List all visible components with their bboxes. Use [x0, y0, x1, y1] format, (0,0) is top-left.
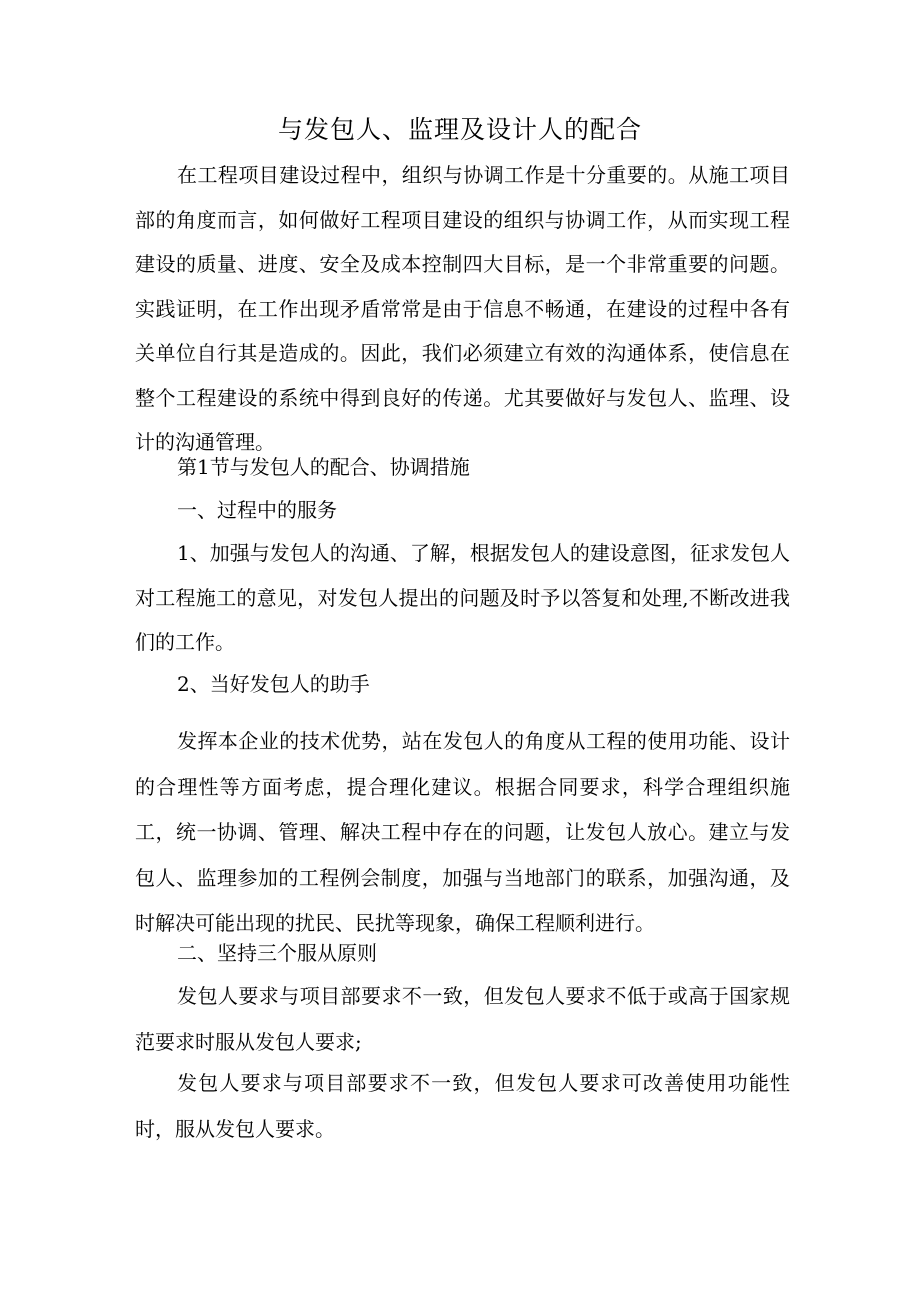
section-1-heading: 第1节与发包人的配合、协调措施	[177, 455, 470, 479]
intro-paragraph: 在工程项目建设过程中，组织与协调工作是十分重要的。从施工项目部的角度而言，如何做好工程项目建设的组织与协调工作，从而实现工程建设的质量、进度、安全及成本控制四大目标，是一个非常重要的问题。实践证明，在工作出现矛盾常常是由于信息不畅通，在建设的过程中各有关单位自行其是造成的。因此，我们必须建立有效的沟通体系，使信息在整个工程建设的系统中得到良好的传递。尤其要做好与发包人、监理、设计的沟通管理。	[135, 163, 790, 454]
item-strengthen-communication: 1、加强与发包人的沟通、了解，根据发包人的建设意图，征求发包人对工程施工的意见，对发包人提出的问题及时予以答复和处理,不断改进我们的工作。	[135, 541, 790, 654]
document-title: 与发包人、监理及设计人的配合	[277, 115, 642, 144]
item-assistant-body: 发挥本企业的技术优势，站在发包人的角度从工程的使用功能、设计的合理性等方面考虑，提合理化建议。根据合同要求，科学合理组织施工，统一协调、管理、解决工程中存在的问题，让发包人放心。建立与发包人、监理参加的工程例会制度，加强与当地部门的联系，加强沟通，及时解决可能出现的扰民、民扰等现象，确保工程顺利进行。	[135, 729, 790, 935]
heading-process-service: 一、过程中的服务	[177, 498, 337, 522]
principle-function-improvement: 发包人要求与项目部要求不一致，但发包人要求可改善使用功能性时，服从发包人要求。	[135, 1071, 790, 1141]
item-assistant-heading: 2、当好发包人的助手	[177, 672, 370, 696]
principle-national-standard: 发包人要求与项目部要求不一致，但发包人要求不低于或高于国家规范要求时服从发包人要求;	[135, 984, 790, 1054]
heading-three-principles: 二、坚持三个服从原则	[177, 941, 377, 965]
